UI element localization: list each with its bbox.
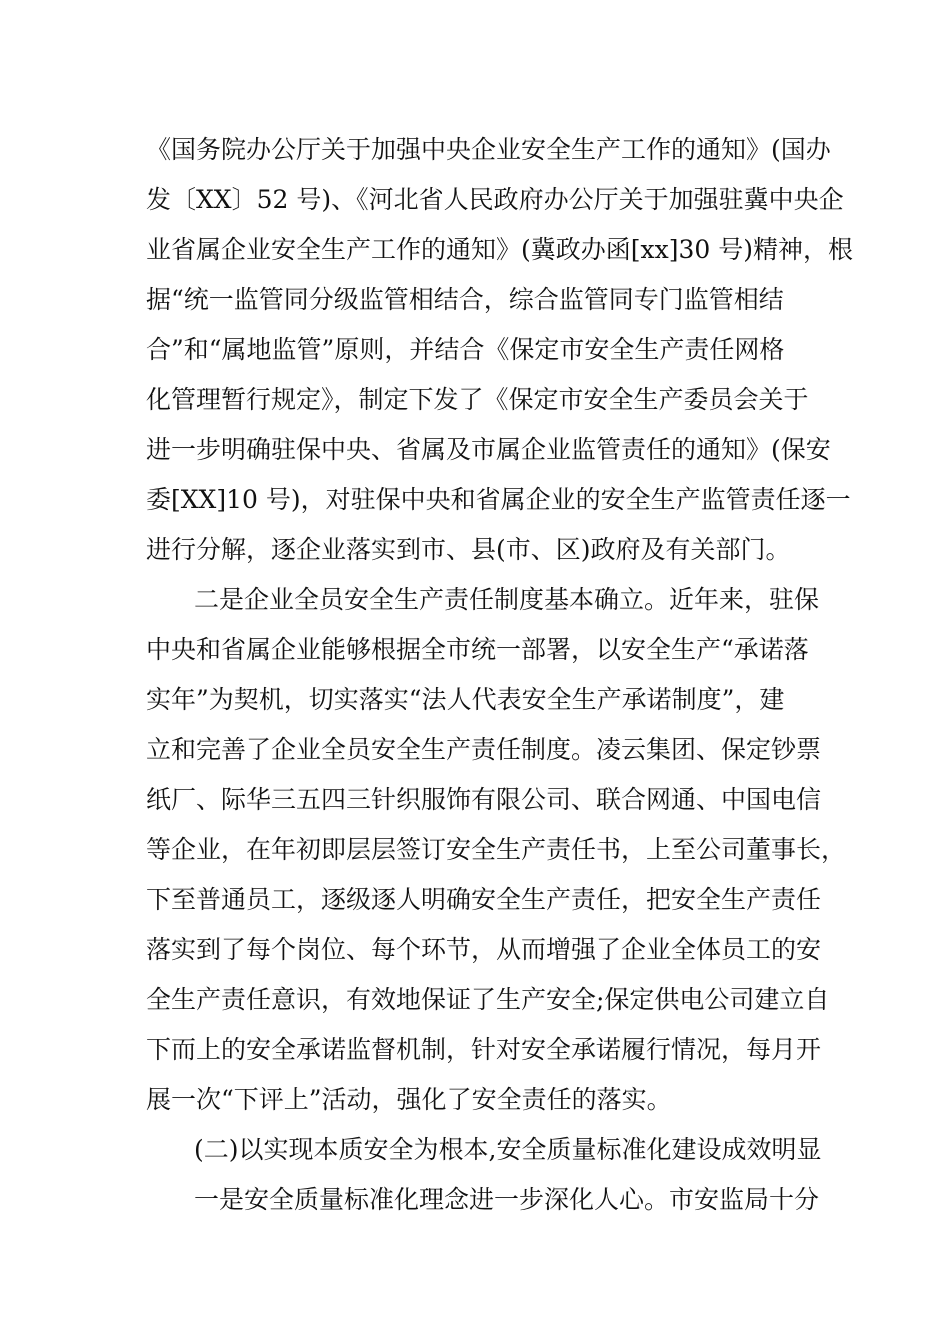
- text-line: 业省属企业安全生产工作的通知》(冀政办函[xx]30 号)精神，根: [146, 235, 853, 264]
- text-line: 进一步明确驻保中央、省属及市属企业监管责任的通知》(保安: [146, 435, 831, 464]
- text-line: 立和完善了企业全员安全生产责任制度。凌云集团、保定钞票: [146, 735, 822, 764]
- text-line: 下而上的安全承诺监督机制，针对安全承诺履行情况，每月开: [146, 1035, 822, 1064]
- text-line: 《国务院办公厅关于加强中央企业安全生产工作的通知》(国办: [146, 135, 831, 164]
- text-line: 化管理暂行规定》，制定下发了《保定市安全生产委员会关于: [146, 385, 809, 414]
- text-line: 落实到了每个岗位、每个环节，从而增强了企业全体员工的安: [146, 935, 822, 964]
- text-line: 中央和省属企业能够根据全市统一部署，以安全生产“承诺落: [146, 635, 809, 664]
- text-line: 纸厂、际华三五四三针织服饰有限公司、联合网通、中国电信: [146, 785, 822, 814]
- paragraph-first-line: 一是安全质量标准化理念进一步深化人心。市安监局十分: [194, 1185, 820, 1214]
- paragraph-first-line: 二是企业全员安全生产责任制度基本确立。近年来，驻保: [194, 585, 820, 614]
- text-line: 实年”为契机，切实落实“法人代表安全生产承诺制度”，建: [146, 685, 785, 714]
- text-line: 委[XX]10 号)，对驻保中央和省属企业的安全生产监管责任逐一: [146, 485, 851, 514]
- text-line: 发〔XX〕52 号)、《河北省人民政府办公厅关于加强驻冀中央企: [146, 185, 844, 214]
- text-line: 据“统一监管同分级监管相结合，综合监管同专门监管相结: [146, 285, 784, 314]
- text-line: 全生产责任意识，有效地保证了生产安全;保定供电公司建立自: [146, 985, 830, 1014]
- text-line: 合”和“属地监管”原则，并结合《保定市安全生产责任网格: [146, 335, 785, 364]
- text-line: 进行分解，逐企业落实到市、县(市、区)政府及有关部门。: [146, 535, 791, 564]
- text-line: 等企业，在年初即层层签订安全生产责任书，上至公司董事长，: [146, 835, 847, 864]
- text-line: 展一次“下评上”活动，强化了安全责任的落实。: [146, 1085, 672, 1114]
- text-line: 下至普通员工，逐级逐人明确安全生产责任，把安全生产责任: [146, 885, 822, 914]
- section-heading: (二)以实现本质安全为根本,安全质量标准化建设成效明显: [194, 1135, 822, 1164]
